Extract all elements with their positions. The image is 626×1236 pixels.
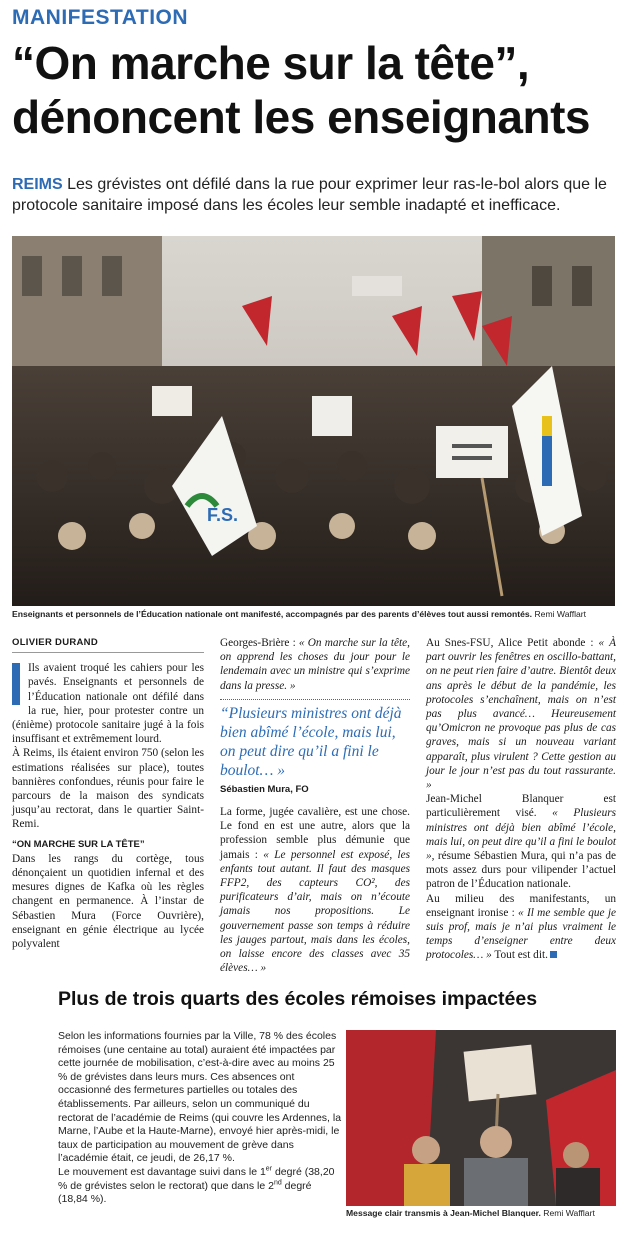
- intertitle: “ON MARCHE SUR LA TÊTE”: [12, 838, 145, 850]
- p6-start: Au Snes-FSU, Alice Petit abonde :: [426, 637, 594, 649]
- box-paragraph-1: Selon les informations fournies par la Ville, 78 % des écoles rémoises (une centaine au total) auraient été impactées par cette journée de mobilisation, c’est-à-dire avec au moins 25 % de grévistes dans leurs murs. Ces absences ont occasionné des fermetures partielles ou totales des établissements. Par ailleurs, selon un communiqué du rectorat de l’académie de Reims (qui couvre les Ardennes, la Marne, l’Aube et la Haute-Marne), envoyé hier après-midi, le taux de participation au mouvement de grève dans l’académie était, ce jeudi, de 26,17 %.: [58, 1030, 342, 1165]
- section-kicker: MANIFESTATION: [12, 6, 189, 29]
- chapo-city: REIMS: [12, 176, 63, 193]
- headline: “On marche sur la tête”, dénoncent les enseignants: [12, 37, 590, 143]
- box-paragraph-2: [58, 1166, 342, 1207]
- main-photo-credit: Remi Wafflart: [534, 609, 587, 619]
- paragraph-4: [220, 636, 410, 693]
- p4-start: Georges-Brière :: [220, 637, 296, 649]
- chapo: [12, 174, 618, 216]
- p5-quote: « Le personnel est exposé, les enfants tout autant. Il faut des masques FFP2, des capteurs CO², des purificateurs d’air, mais on n’écoute jamais nos propositions. Le gouvernement passe son temps à réduire les jauges partout, mais dans les écoles, on laisse encore des classes avec 35 élèves… »: [220, 848, 411, 975]
- paragraph-1: Ils avaient troqué les cahiers pour les pavés. Enseignants et personnels de l’Éducation nationale ont défilé dans la rue, hier, pour protester contre un (énième) protocole sanitaire jugé à la fois insuffisant et extrêmement lourd.: [12, 662, 204, 746]
- sup-first: er: [265, 1165, 273, 1173]
- p7-quote: « Plusieurs ministres ont déjà bien abîmé l’école, mais lui, on peut dire qu’il a fini le boulot »,: [426, 807, 617, 863]
- p5-start: La forme, jugée cavalière, est une chose. Le fond en est une autre, alors que la profession semble plus démunie que jamais :: [220, 806, 410, 861]
- p8-start: Au milieu des manifestants, un enseignant ironise :: [426, 892, 616, 919]
- teachers-sign-photo: [346, 1030, 616, 1206]
- box-photo-caption: [346, 1208, 616, 1218]
- box-text-2c: degré (18,84 %).: [58, 1179, 312, 1206]
- box-text-2b: degré (38,20 % de grévistes selon le rectorat) que dans le 2: [58, 1165, 335, 1192]
- p4-quote: « On marche sur la tête, on apprend les choses du jour pour le lendemain avec un ministre qui s’exprime dans la presse. »: [220, 637, 410, 692]
- paragraph-7: [426, 792, 616, 891]
- end-mark-icon: [550, 951, 557, 958]
- paragraph-5: [220, 805, 410, 975]
- p6-quote: « À part ouvrir les fenêtres en oscillo-battant, on ne peut rien faire d’autre. Bientôt deux ans après le début de la pandémie, les protocoles s’enchaînent, mais on n’est pas plus avancé… Heureusement qu’Omicron ne provoque pas plus de cas graves, mais si un nouveau variant apparaît, plus virulent ? Cette gestion au jour le jour n’est pas du tout rassurante. »: [426, 637, 616, 792]
- article-column-3: [426, 636, 616, 963]
- pull-quote-text: “Plusieurs ministres ont déjà bien abîmé l’école, mais lui, on peut dire qu’il a fini le boulot… »: [220, 704, 402, 779]
- article-column-2: [220, 636, 410, 975]
- main-photo-caption: [12, 608, 616, 620]
- chapo-text: Les grévistes ont défilé dans la rue pour exprimer leur ras-le-bol alors que le protocole sanitaire imposé dans les écoles leur semble inadapté et inefficace.: [12, 176, 607, 214]
- paragraph-3: Dans les rangs du cortège, tous dénonçaient un quotidien infernal et des mesures dignes de Kafka où les règles changent en permanence. À l’instar de Sébastien Mura (Force Ouvrière), enseignant en génie électrique au lycée polyvalent: [12, 852, 204, 951]
- paragraph-8: [426, 892, 616, 963]
- pull-quote-author: Sébastien Mura, FO: [220, 783, 309, 795]
- drop-cap-bar: [12, 663, 20, 705]
- p8-quote: « Il me semble que je suis prof, mais je n’ai plus vraiment le temps d’enseigner entre deux protocoles… »: [426, 906, 616, 962]
- box-photo-credit: Remi Wafflart: [543, 1208, 595, 1218]
- p8-end: Tout est dit.: [494, 949, 548, 962]
- protest-crowd-photo: [12, 236, 615, 606]
- p7-start: Jean-Michel Blanquer est particulièrement visé.: [426, 793, 616, 820]
- box-text-2a: Le mouvement est davantage suivi dans le 1: [58, 1165, 266, 1178]
- sup-second: nd: [273, 1179, 282, 1187]
- p7-end: résume Sébastien Mura, qui n’a pas de mots assez durs pour vilipender l’actuel patron de l’Éducation nationale.: [426, 850, 616, 891]
- pull-quote: [220, 699, 410, 797]
- byline: OLIVIER DURAND: [12, 636, 204, 653]
- box-caption-text: Message clair transmis à Jean-Michel Blanquer.: [346, 1208, 541, 1218]
- paragraph-6: [426, 636, 616, 792]
- box-title: Plus de trois quarts des écoles rémoises impactées: [58, 988, 538, 1010]
- paragraph-2: À Reims, ils étaient environ 750 (selon les estimations réalisées sur place), toutes bannières confondues, réunis pour faire le parcours de la maison des syndicats jusqu’au rectorat, dans le quartier Saint-Remi.: [12, 747, 205, 831]
- article-column-1: [12, 636, 204, 951]
- main-caption-text: Enseignants et personnels de l’Éducation nationale ont manifesté, accompagnés par des parents d’élèves tout aussi remontés.: [12, 609, 533, 619]
- box-photo: [346, 1030, 616, 1206]
- box-text: [58, 1030, 342, 1207]
- main-photo: [12, 236, 615, 606]
- banner-text: F.S.: [207, 505, 239, 525]
